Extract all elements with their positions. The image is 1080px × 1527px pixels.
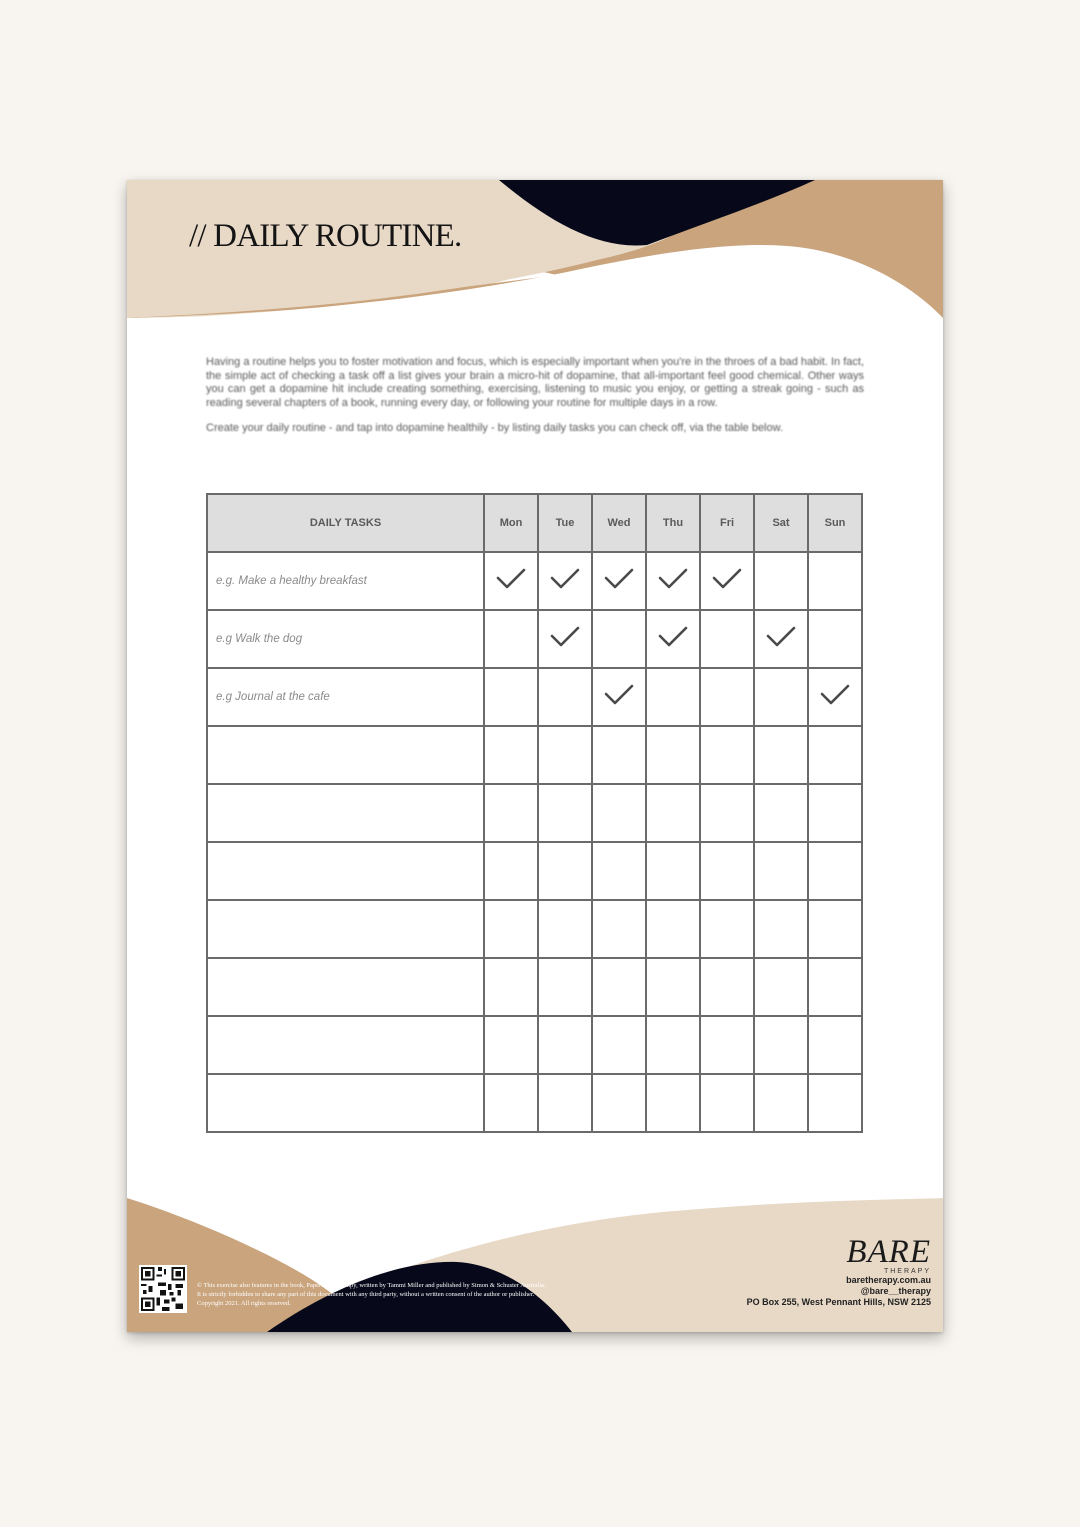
- check-cell-sat[interactable]: [754, 1074, 808, 1132]
- check-cell-wed[interactable]: [592, 784, 646, 842]
- page-title: // DAILY ROUTINE.: [189, 218, 462, 254]
- checkmark-icon: [657, 567, 689, 591]
- check-cell-mon[interactable]: [484, 900, 538, 958]
- check-cell-thu[interactable]: [646, 900, 700, 958]
- task-cell[interactable]: [207, 1016, 484, 1074]
- check-cell-fri[interactable]: [700, 726, 754, 784]
- check-cell-thu[interactable]: [646, 958, 700, 1016]
- check-cell-thu[interactable]: [646, 842, 700, 900]
- intro-text: [206, 356, 864, 448]
- check-cell-wed[interactable]: [592, 726, 646, 784]
- check-cell-tue[interactable]: [538, 610, 592, 668]
- intro-paragraph-1: Having a routine helps you to foster motivation and focus, which is especially important when you're in the throes of a bad habit. In fact, the simple act of checking a task off a list gives your brain a micro-hit of dopamine, that all-important feel good chemical. Other ways you can get a dopamine hit include creating something, exercising, listening to music you enjoy, or getting a streak going - such as reading several chapters of a book, running every day, or following your routine for multiple days in a row.: [206, 356, 864, 409]
- table-row: [207, 1016, 862, 1074]
- check-cell-thu[interactable]: [646, 668, 700, 726]
- check-cell-sat[interactable]: [754, 668, 808, 726]
- table-row: [207, 726, 862, 784]
- check-cell-tue[interactable]: [538, 958, 592, 1016]
- day-header-sun: Sun: [808, 494, 862, 552]
- instagram-handle: @bare__therapy: [860, 1286, 931, 1296]
- intro-paragraph-2: Create your daily routine - and tap into dopamine healthily - by listing daily tasks you can check off, via the table below.: [206, 422, 784, 434]
- check-cell-thu[interactable]: [646, 1074, 700, 1132]
- task-cell[interactable]: [207, 726, 484, 784]
- table-row: [207, 668, 862, 726]
- checkmark-icon: [765, 625, 797, 649]
- check-cell-sun[interactable]: [808, 610, 862, 668]
- day-header-tue: Tue: [538, 494, 592, 552]
- checkmark-icon: [603, 567, 635, 591]
- check-cell-thu[interactable]: [646, 1016, 700, 1074]
- table-row: [207, 552, 862, 610]
- checkmark-icon: [711, 567, 743, 591]
- checkmark-icon: [495, 567, 527, 591]
- check-cell-sun[interactable]: [808, 900, 862, 958]
- check-cell-tue[interactable]: [538, 668, 592, 726]
- check-cell-thu[interactable]: [646, 784, 700, 842]
- check-cell-tue[interactable]: [538, 1074, 592, 1132]
- daily-routine-table: [206, 493, 863, 1133]
- check-cell-wed[interactable]: [592, 552, 646, 610]
- check-cell-thu[interactable]: [646, 610, 700, 668]
- check-cell-wed[interactable]: [592, 842, 646, 900]
- check-cell-fri[interactable]: [700, 552, 754, 610]
- check-cell-sat[interactable]: [754, 842, 808, 900]
- check-cell-sun[interactable]: [808, 668, 862, 726]
- task-cell[interactable]: e.g Journal at the cafe: [207, 668, 484, 726]
- check-cell-sun[interactable]: [808, 958, 862, 1016]
- task-cell[interactable]: e.g. Make a healthy breakfast: [207, 552, 484, 610]
- table-row: [207, 842, 862, 900]
- check-cell-wed[interactable]: [592, 1074, 646, 1132]
- table-row: [207, 1074, 862, 1132]
- task-cell[interactable]: [207, 900, 484, 958]
- check-cell-fri[interactable]: [700, 900, 754, 958]
- check-cell-sun[interactable]: [808, 552, 862, 610]
- check-cell-wed[interactable]: [592, 610, 646, 668]
- check-cell-tue[interactable]: [538, 900, 592, 958]
- check-cell-sun[interactable]: [808, 1074, 862, 1132]
- worksheet-page: [127, 180, 943, 1332]
- copyright-line-3: Copyright 2021. All rights reserved.: [197, 1300, 291, 1307]
- check-cell-sat[interactable]: [754, 958, 808, 1016]
- check-cell-sun[interactable]: [808, 784, 862, 842]
- check-cell-wed[interactable]: [592, 900, 646, 958]
- check-cell-fri[interactable]: [700, 668, 754, 726]
- brand-block: [747, 1235, 931, 1308]
- check-cell-mon[interactable]: [484, 552, 538, 610]
- day-header-fri: Fri: [700, 494, 754, 552]
- day-header-thu: Thu: [646, 494, 700, 552]
- task-cell[interactable]: [207, 842, 484, 900]
- check-cell-mon[interactable]: [484, 1016, 538, 1074]
- check-cell-sun[interactable]: [808, 726, 862, 784]
- brand-logo: BARE: [846, 1234, 931, 1270]
- check-cell-sun[interactable]: [808, 842, 862, 900]
- check-cell-mon[interactable]: [484, 842, 538, 900]
- daily-tasks-header: DAILY TASKS: [207, 494, 484, 552]
- check-cell-sat[interactable]: [754, 900, 808, 958]
- check-cell-mon[interactable]: [484, 610, 538, 668]
- check-cell-wed[interactable]: [592, 958, 646, 1016]
- postal-address: PO Box 255, West Pennant Hills, NSW 2125: [746, 1297, 931, 1307]
- task-cell[interactable]: [207, 784, 484, 842]
- table-row: [207, 610, 862, 668]
- check-cell-sat[interactable]: [754, 552, 808, 610]
- check-cell-tue[interactable]: [538, 726, 592, 784]
- table-row: [207, 784, 862, 842]
- checkmark-icon: [603, 683, 635, 707]
- task-cell[interactable]: e.g Walk the dog: [207, 610, 484, 668]
- check-cell-mon[interactable]: [484, 726, 538, 784]
- table-row: [207, 958, 862, 1016]
- checkmark-icon: [657, 625, 689, 649]
- check-cell-fri[interactable]: [700, 1016, 754, 1074]
- check-cell-tue[interactable]: [538, 784, 592, 842]
- check-cell-wed[interactable]: [592, 668, 646, 726]
- brand-tagline: THERAPY: [883, 1268, 931, 1275]
- copyright-line-1: © This exercise also features in the book, Paperback Therapy, written by Tammi Miller and published by Simon & Schuster Australia.: [197, 1282, 546, 1289]
- check-cell-sat[interactable]: [754, 1016, 808, 1074]
- check-cell-mon[interactable]: [484, 958, 538, 1016]
- check-cell-mon[interactable]: [484, 668, 538, 726]
- check-cell-tue[interactable]: [538, 842, 592, 900]
- copyright-line-2: It is strictly forbidden to share any part of this document with any third party, without a written consent of the author or publisher.: [197, 1291, 535, 1298]
- check-cell-sat[interactable]: [754, 610, 808, 668]
- task-cell[interactable]: [207, 1074, 484, 1132]
- check-cell-mon[interactable]: [484, 784, 538, 842]
- website-link[interactable]: baretherapy.com.au: [846, 1275, 931, 1285]
- table-row: [207, 900, 862, 958]
- task-cell[interactable]: [207, 958, 484, 1016]
- check-cell-mon[interactable]: [484, 1074, 538, 1132]
- day-header-sat: Sat: [754, 494, 808, 552]
- day-header-mon: Mon: [484, 494, 538, 552]
- check-cell-sat[interactable]: [754, 726, 808, 784]
- check-cell-sat[interactable]: [754, 784, 808, 842]
- check-cell-fri[interactable]: [700, 842, 754, 900]
- checkmark-icon: [549, 567, 581, 591]
- check-cell-fri[interactable]: [700, 1074, 754, 1132]
- copyright-notice: [197, 1281, 687, 1308]
- check-cell-fri[interactable]: [700, 610, 754, 668]
- table-header-row: [207, 494, 862, 552]
- check-cell-tue[interactable]: [538, 1016, 592, 1074]
- check-cell-sun[interactable]: [808, 1016, 862, 1074]
- check-cell-wed[interactable]: [592, 1016, 646, 1074]
- checkmark-icon: [819, 683, 851, 707]
- check-cell-fri[interactable]: [700, 784, 754, 842]
- check-cell-thu[interactable]: [646, 552, 700, 610]
- check-cell-tue[interactable]: [538, 552, 592, 610]
- qr-code-icon: [139, 1265, 187, 1313]
- checkmark-icon: [549, 625, 581, 649]
- day-header-wed: Wed: [592, 494, 646, 552]
- check-cell-fri[interactable]: [700, 958, 754, 1016]
- check-cell-thu[interactable]: [646, 726, 700, 784]
